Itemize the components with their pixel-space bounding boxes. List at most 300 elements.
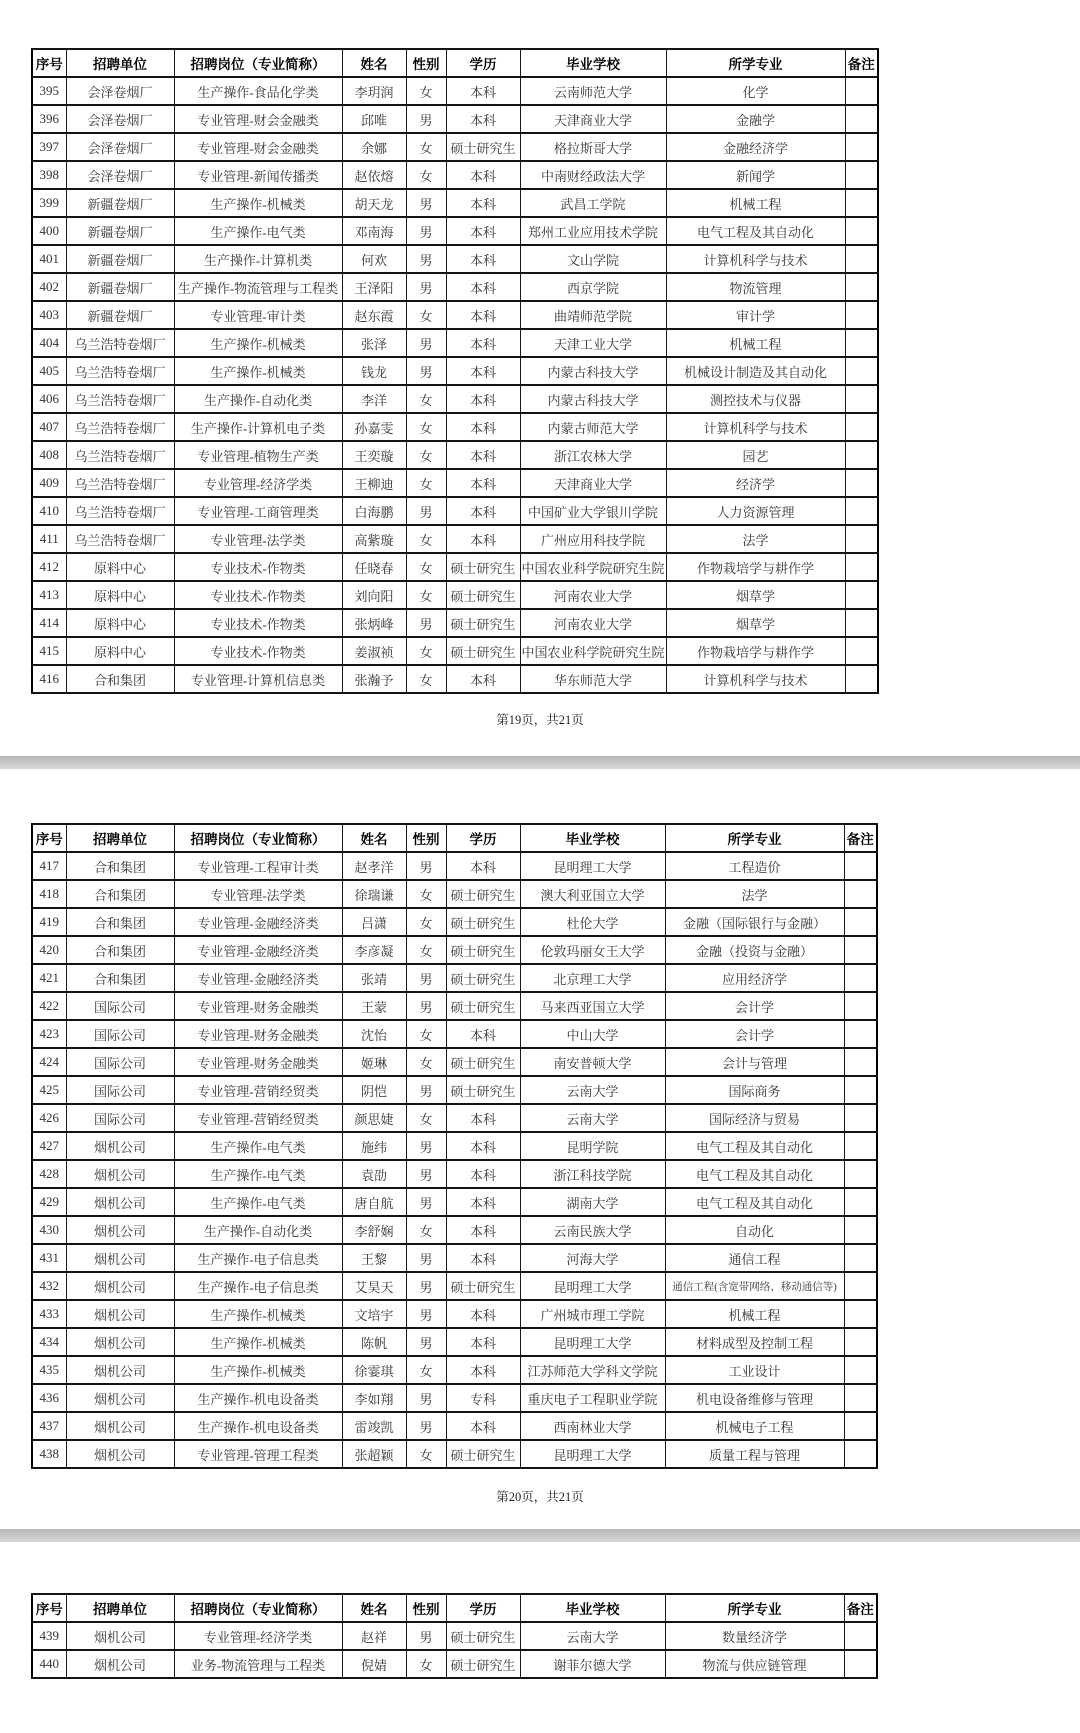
table-row: [32, 1412, 877, 1440]
table-cell: 张超颖: [342, 1440, 406, 1468]
table-cell: 男: [406, 189, 446, 217]
table-row: [32, 133, 878, 161]
column-header: 所学专业: [665, 824, 844, 852]
table-cell: 生产操作-自动化类: [174, 385, 342, 413]
table-cell: 本科: [446, 357, 520, 385]
table-cell: 昆明理工大学: [520, 852, 665, 880]
table-cell: 男: [406, 1384, 446, 1412]
table-cell: 生产操作-物流管理与工程类: [174, 273, 342, 301]
table-cell: 426: [32, 1104, 66, 1132]
table-cell: 本科: [446, 1412, 520, 1440]
table-cell: 电气工程及其自动化: [665, 1160, 844, 1188]
table-cell: 阴恺: [342, 1076, 406, 1104]
table-cell: 国际公司: [66, 1048, 174, 1076]
table-cell: 男: [406, 357, 446, 385]
table-cell: 男: [406, 245, 446, 273]
table-cell: 烟机公司: [66, 1650, 174, 1678]
table-cell: 沈怡: [342, 1020, 406, 1048]
table-cell: 中国农业科学院研究生院: [520, 637, 666, 665]
table-cell: 会泽卷烟厂: [66, 77, 174, 105]
table-row: [32, 385, 878, 413]
table-cell: 435: [32, 1356, 66, 1384]
table-cell: 曲靖师范学院: [520, 301, 666, 329]
table-cell: 本科: [446, 1300, 520, 1328]
table-cell: [844, 1104, 877, 1132]
table-cell: 乌兰浩特卷烟厂: [66, 385, 174, 413]
table-cell: 自动化: [665, 1216, 844, 1244]
table-cell: 昆明理工大学: [520, 1328, 665, 1356]
column-header: 性别: [406, 1594, 446, 1622]
table-cell: 397: [32, 133, 66, 161]
table-cell: 雷竣凯: [342, 1412, 406, 1440]
table-cell: 高紫璇: [342, 525, 406, 553]
table-cell: 434: [32, 1328, 66, 1356]
column-header: 序号: [32, 824, 66, 852]
table-row: [32, 1104, 877, 1132]
table-cell: 生产操作-电气类: [174, 217, 342, 245]
table-cell: 专业管理-经济学类: [174, 469, 342, 497]
column-header: 所学专业: [665, 1594, 844, 1622]
table-row: [32, 329, 878, 357]
table-cell: 硕士研究生: [446, 964, 520, 992]
table-cell: 女: [406, 161, 446, 189]
table-row: [32, 992, 877, 1020]
table-cell: 女: [406, 581, 446, 609]
table-cell: 颜思婕: [342, 1104, 406, 1132]
column-header: 所学专业: [666, 49, 845, 77]
table-cell: 烟机公司: [66, 1272, 174, 1300]
table-cell: 专科: [446, 1384, 520, 1412]
table-cell: 西京学院: [520, 273, 666, 301]
table-cell: 本科: [446, 329, 520, 357]
table-cell: 机械工程: [666, 329, 845, 357]
table-cell: 云南大学: [520, 1104, 665, 1132]
table-cell: 396: [32, 105, 66, 133]
table-cell: 河南农业大学: [520, 609, 666, 637]
table-cell: 合和集团: [66, 852, 174, 880]
table-cell: [844, 1020, 877, 1048]
table-cell: 437: [32, 1412, 66, 1440]
column-header: 毕业学校: [520, 824, 665, 852]
column-header: 备注: [845, 49, 878, 77]
table-cell: 会计学: [665, 992, 844, 1020]
table-cell: 硕士研究生: [446, 581, 520, 609]
table-cell: 414: [32, 609, 66, 637]
table-cell: 专业技术-作物类: [174, 609, 342, 637]
table-cell: 422: [32, 992, 66, 1020]
table-cell: [844, 1272, 877, 1300]
table-cell: 机电设备维修与管理: [665, 1384, 844, 1412]
table-cell: 生产操作-计算机类: [174, 245, 342, 273]
table-cell: [844, 1328, 877, 1356]
table-row: [32, 105, 878, 133]
table-cell: 姬琳: [342, 1048, 406, 1076]
table-cell: 418: [32, 880, 66, 908]
table-cell: 专业管理-法学类: [174, 525, 342, 553]
table-cell: 乌兰浩特卷烟厂: [66, 525, 174, 553]
table-cell: 427: [32, 1132, 66, 1160]
table-cell: 专业管理-植物生产类: [174, 441, 342, 469]
table-cell: 硕士研究生: [446, 1650, 520, 1678]
table-cell: 武昌工学院: [520, 189, 666, 217]
table-cell: [845, 133, 878, 161]
table-cell: [844, 1412, 877, 1440]
table-cell: 李彦凝: [342, 936, 406, 964]
table-cell: 会泽卷烟厂: [66, 161, 174, 189]
table-cell: 电气工程及其自动化: [665, 1132, 844, 1160]
table-body: [32, 852, 877, 1468]
table-cell: 本科: [446, 525, 520, 553]
table-row: [32, 189, 878, 217]
table-cell: 生产操作-机械类: [174, 357, 342, 385]
table-cell: 白海鹏: [342, 497, 406, 525]
table-cell: 生产操作-电子信息类: [174, 1244, 342, 1272]
table-cell: 专业管理-金融经济类: [174, 908, 342, 936]
table-cell: 金融（国际银行与金融）: [665, 908, 844, 936]
table-cell: 专业管理-财会金融类: [174, 105, 342, 133]
table-cell: [845, 581, 878, 609]
table-cell: 425: [32, 1076, 66, 1104]
recruitment-table-page21: [31, 1593, 878, 1679]
table-cell: 专业管理-财务金融类: [174, 1048, 342, 1076]
table-cell: 李如翔: [342, 1384, 406, 1412]
table-cell: 专业管理-经济学类: [174, 1622, 342, 1650]
table-row: [32, 1650, 877, 1678]
table-cell: 生产操作-计算机电子类: [174, 413, 342, 441]
table-row: [32, 1622, 877, 1650]
table-cell: 专业管理-营销经贸类: [174, 1104, 342, 1132]
table-cell: 女: [406, 665, 446, 693]
column-header: 招聘岗位（专业简称）: [174, 824, 342, 852]
table-cell: 407: [32, 413, 66, 441]
table-cell: 赵东霞: [342, 301, 406, 329]
column-header: 招聘单位: [66, 824, 174, 852]
table-cell: 男: [406, 852, 446, 880]
table-cell: 电气工程及其自动化: [665, 1188, 844, 1216]
table-cell: 杜伦大学: [520, 908, 665, 936]
table-cell: 女: [406, 133, 446, 161]
table-cell: 邓南海: [342, 217, 406, 245]
table-cell: 硕士研究生: [446, 1272, 520, 1300]
table-cell: 395: [32, 77, 66, 105]
table-cell: 女: [406, 1650, 446, 1678]
table-cell: 烟机公司: [66, 1384, 174, 1412]
column-header: 序号: [32, 1594, 66, 1622]
table-cell: 余娜: [342, 133, 406, 161]
table-row: [32, 553, 878, 581]
table-row: [32, 637, 878, 665]
table-cell: 烟机公司: [66, 1412, 174, 1440]
table-cell: 女: [406, 880, 446, 908]
table-cell: 439: [32, 1622, 66, 1650]
table-cell: 生产操作-机械类: [174, 189, 342, 217]
table-cell: 内蒙古师范大学: [520, 413, 666, 441]
table-cell: 专业管理-新闻传播类: [174, 161, 342, 189]
table-cell: 男: [406, 1272, 446, 1300]
table-cell: 合和集团: [66, 665, 174, 693]
table-cell: 406: [32, 385, 66, 413]
table-cell: 原料中心: [66, 637, 174, 665]
table-cell: 合和集团: [66, 936, 174, 964]
table-cell: [845, 637, 878, 665]
table-cell: [844, 936, 877, 964]
table-cell: [844, 1160, 877, 1188]
table-row: [32, 497, 878, 525]
table-cell: 乌兰浩特卷烟厂: [66, 413, 174, 441]
table-cell: 唐自航: [342, 1188, 406, 1216]
table-cell: 烟机公司: [66, 1160, 174, 1188]
table-cell: 乌兰浩特卷烟厂: [66, 497, 174, 525]
table-cell: 415: [32, 637, 66, 665]
table-cell: 本科: [446, 1328, 520, 1356]
table-cell: 孙嘉雯: [342, 413, 406, 441]
table-cell: 424: [32, 1048, 66, 1076]
table-row: [32, 1216, 877, 1244]
table-cell: 本科: [446, 1244, 520, 1272]
table-cell: [844, 1048, 877, 1076]
table-cell: 硕士研究生: [446, 553, 520, 581]
table-row: [32, 880, 877, 908]
table-row: [32, 77, 878, 105]
table-cell: 金融学: [666, 105, 845, 133]
table-cell: 417: [32, 852, 66, 880]
table-cell: 生产操作-电子信息类: [174, 1272, 342, 1300]
table-cell: 本科: [446, 852, 520, 880]
table-cell: [845, 301, 878, 329]
table-row: [32, 273, 878, 301]
table-cell: 女: [406, 1216, 446, 1244]
table-cell: 男: [406, 964, 446, 992]
table-cell: 原料中心: [66, 581, 174, 609]
table-cell: 刘向阳: [342, 581, 406, 609]
table-cell: 文培宇: [342, 1300, 406, 1328]
table-cell: 专业技术-作物类: [174, 637, 342, 665]
table-cell: 机械工程: [665, 1300, 844, 1328]
table-cell: 电气工程及其自动化: [666, 217, 845, 245]
table-cell: 南安普顿大学: [520, 1048, 665, 1076]
table-cell: 硕士研究生: [446, 609, 520, 637]
table-cell: 广州应用科技学院: [520, 525, 666, 553]
table-cell: 原料中心: [66, 553, 174, 581]
table-row: [32, 1244, 877, 1272]
table-row: [32, 469, 878, 497]
table-cell: 硕士研究生: [446, 637, 520, 665]
table-cell: 云南民族大学: [520, 1216, 665, 1244]
table-cell: 女: [406, 637, 446, 665]
table-cell: [844, 1132, 877, 1160]
table-cell: 计算机科学与技术: [666, 413, 845, 441]
table-cell: [845, 217, 878, 245]
table-cell: 会泽卷烟厂: [66, 105, 174, 133]
table-cell: 伦敦玛丽女王大学: [520, 936, 665, 964]
table-cell: 西南林业大学: [520, 1412, 665, 1440]
table-cell: 男: [406, 273, 446, 301]
table-cell: 陈帆: [342, 1328, 406, 1356]
table-row: [32, 1356, 877, 1384]
table-cell: 邱唯: [342, 105, 406, 133]
table-cell: 本科: [446, 497, 520, 525]
table-row: [32, 908, 877, 936]
table-cell: [844, 964, 877, 992]
table-cell: 新疆卷烟厂: [66, 301, 174, 329]
recruitment-table-page20: [31, 823, 878, 1469]
table-cell: 女: [406, 441, 446, 469]
table-cell: 专业管理-计算机信息类: [174, 665, 342, 693]
header-row: [32, 824, 877, 852]
table-cell: 本科: [446, 665, 520, 693]
table-cell: 作物栽培学与耕作学: [666, 553, 845, 581]
table-cell: [844, 1216, 877, 1244]
table-cell: 何欢: [342, 245, 406, 273]
table-cell: 429: [32, 1188, 66, 1216]
table-cell: 专业管理-金融经济类: [174, 964, 342, 992]
table-cell: 昆明理工大学: [520, 1440, 665, 1468]
table-cell: 郑州工业应用技术学院: [520, 217, 666, 245]
table-row: [32, 301, 878, 329]
table-cell: 澳大利亚国立大学: [520, 880, 665, 908]
table-cell: 男: [406, 992, 446, 1020]
table-cell: 生产操作-机电设备类: [174, 1412, 342, 1440]
table-cell: 烟机公司: [66, 1132, 174, 1160]
table-row: [32, 1076, 877, 1104]
column-header: 招聘岗位（专业简称）: [174, 49, 342, 77]
table-cell: 烟机公司: [66, 1356, 174, 1384]
table-cell: 国际公司: [66, 1076, 174, 1104]
table-cell: 徐瑞谦: [342, 880, 406, 908]
table-cell: 徐霎琪: [342, 1356, 406, 1384]
table-cell: 420: [32, 936, 66, 964]
table-cell: 女: [406, 1020, 446, 1048]
table-cell: 403: [32, 301, 66, 329]
table-cell: 云南师范大学: [520, 77, 666, 105]
table-body: [32, 77, 878, 693]
table-cell: [844, 992, 877, 1020]
table-cell: 应用经济学: [665, 964, 844, 992]
table-cell: [845, 273, 878, 301]
table-cell: 马来西亚国立大学: [520, 992, 665, 1020]
table-cell: 审计学: [666, 301, 845, 329]
table-row: [32, 1272, 877, 1300]
table-cell: 国际商务: [665, 1076, 844, 1104]
table-cell: 金融经济学: [666, 133, 845, 161]
table-cell: 乌兰浩特卷烟厂: [66, 329, 174, 357]
table-cell: 云南大学: [520, 1622, 665, 1650]
table-cell: 专业管理-财会金融类: [174, 133, 342, 161]
table-cell: 数量经济学: [665, 1622, 844, 1650]
table-cell: 赵祥: [342, 1622, 406, 1650]
table-cell: [845, 189, 878, 217]
table-cell: 本科: [446, 1216, 520, 1244]
table-cell: 河海大学: [520, 1244, 665, 1272]
table-cell: 赵孝洋: [342, 852, 406, 880]
table-cell: 本科: [446, 1356, 520, 1384]
table-cell: 本科: [446, 441, 520, 469]
table-cell: 男: [406, 1622, 446, 1650]
table-cell: 411: [32, 525, 66, 553]
page-separator: [0, 1529, 1080, 1542]
table-cell: 专业管理-工程审计类: [174, 852, 342, 880]
table-cell: 湖南大学: [520, 1188, 665, 1216]
column-header: 性别: [406, 824, 446, 852]
table-cell: 男: [406, 1076, 446, 1104]
table-cell: 生产操作-电气类: [174, 1188, 342, 1216]
table-cell: 本科: [446, 105, 520, 133]
table-cell: 原料中心: [66, 609, 174, 637]
table-cell: 生产操作-电气类: [174, 1132, 342, 1160]
table-cell: 金融（投资与金融）: [665, 936, 844, 964]
table-cell: [845, 525, 878, 553]
table-cell: 女: [406, 469, 446, 497]
table-cell: 男: [406, 1160, 446, 1188]
table-cell: [845, 553, 878, 581]
column-header: 备注: [844, 1594, 877, 1622]
table-cell: 女: [406, 77, 446, 105]
table-cell: 专业管理-工商管理类: [174, 497, 342, 525]
table-row: [32, 1160, 877, 1188]
column-header: 备注: [844, 824, 877, 852]
table-cell: 男: [406, 1412, 446, 1440]
table-cell: 中南财经政法大学: [520, 161, 666, 189]
table-cell: [844, 1300, 877, 1328]
column-header: 序号: [32, 49, 66, 77]
table-cell: 专业管理-法学类: [174, 880, 342, 908]
table-cell: 436: [32, 1384, 66, 1412]
table-cell: 402: [32, 273, 66, 301]
table-cell: 云南大学: [520, 1076, 665, 1104]
table-cell: 硕士研究生: [446, 908, 520, 936]
table-row: [32, 525, 878, 553]
table-cell: 男: [406, 1328, 446, 1356]
table-cell: 烟机公司: [66, 1216, 174, 1244]
table-cell: 国际经济与贸易: [665, 1104, 844, 1132]
table-cell: 399: [32, 189, 66, 217]
table-row: [32, 413, 878, 441]
table-cell: 男: [406, 1300, 446, 1328]
column-header: 姓名: [342, 1594, 406, 1622]
table-cell: 硕士研究生: [446, 1440, 520, 1468]
table-cell: 法学: [665, 880, 844, 908]
table-cell: 421: [32, 964, 66, 992]
table-cell: 男: [406, 1188, 446, 1216]
table-cell: 质量工程与管理: [665, 1440, 844, 1468]
table-cell: 本科: [446, 161, 520, 189]
table-cell: 作物栽培学与耕作学: [666, 637, 845, 665]
table-cell: 烟机公司: [66, 1440, 174, 1468]
column-header: 招聘单位: [66, 1594, 174, 1622]
table-cell: 400: [32, 217, 66, 245]
table-cell: 409: [32, 469, 66, 497]
table-cell: [844, 1440, 877, 1468]
table-cell: 生产操作-电气类: [174, 1160, 342, 1188]
table-header: [32, 1594, 877, 1622]
table-cell: 烟机公司: [66, 1328, 174, 1356]
table-cell: 男: [406, 105, 446, 133]
table-row: [32, 245, 878, 273]
table-cell: 专业管理-财务金融类: [174, 992, 342, 1020]
table-cell: [845, 413, 878, 441]
table-cell: 本科: [446, 469, 520, 497]
column-header: 姓名: [342, 49, 406, 77]
table-cell: 李玥润: [342, 77, 406, 105]
table-cell: 410: [32, 497, 66, 525]
table-cell: 内蒙古科技大学: [520, 357, 666, 385]
table-cell: [845, 385, 878, 413]
table-cell: 新疆卷烟厂: [66, 245, 174, 273]
table-cell: 王蒙: [342, 992, 406, 1020]
table-cell: 430: [32, 1216, 66, 1244]
table-cell: [845, 469, 878, 497]
table-cell: 烟机公司: [66, 1622, 174, 1650]
